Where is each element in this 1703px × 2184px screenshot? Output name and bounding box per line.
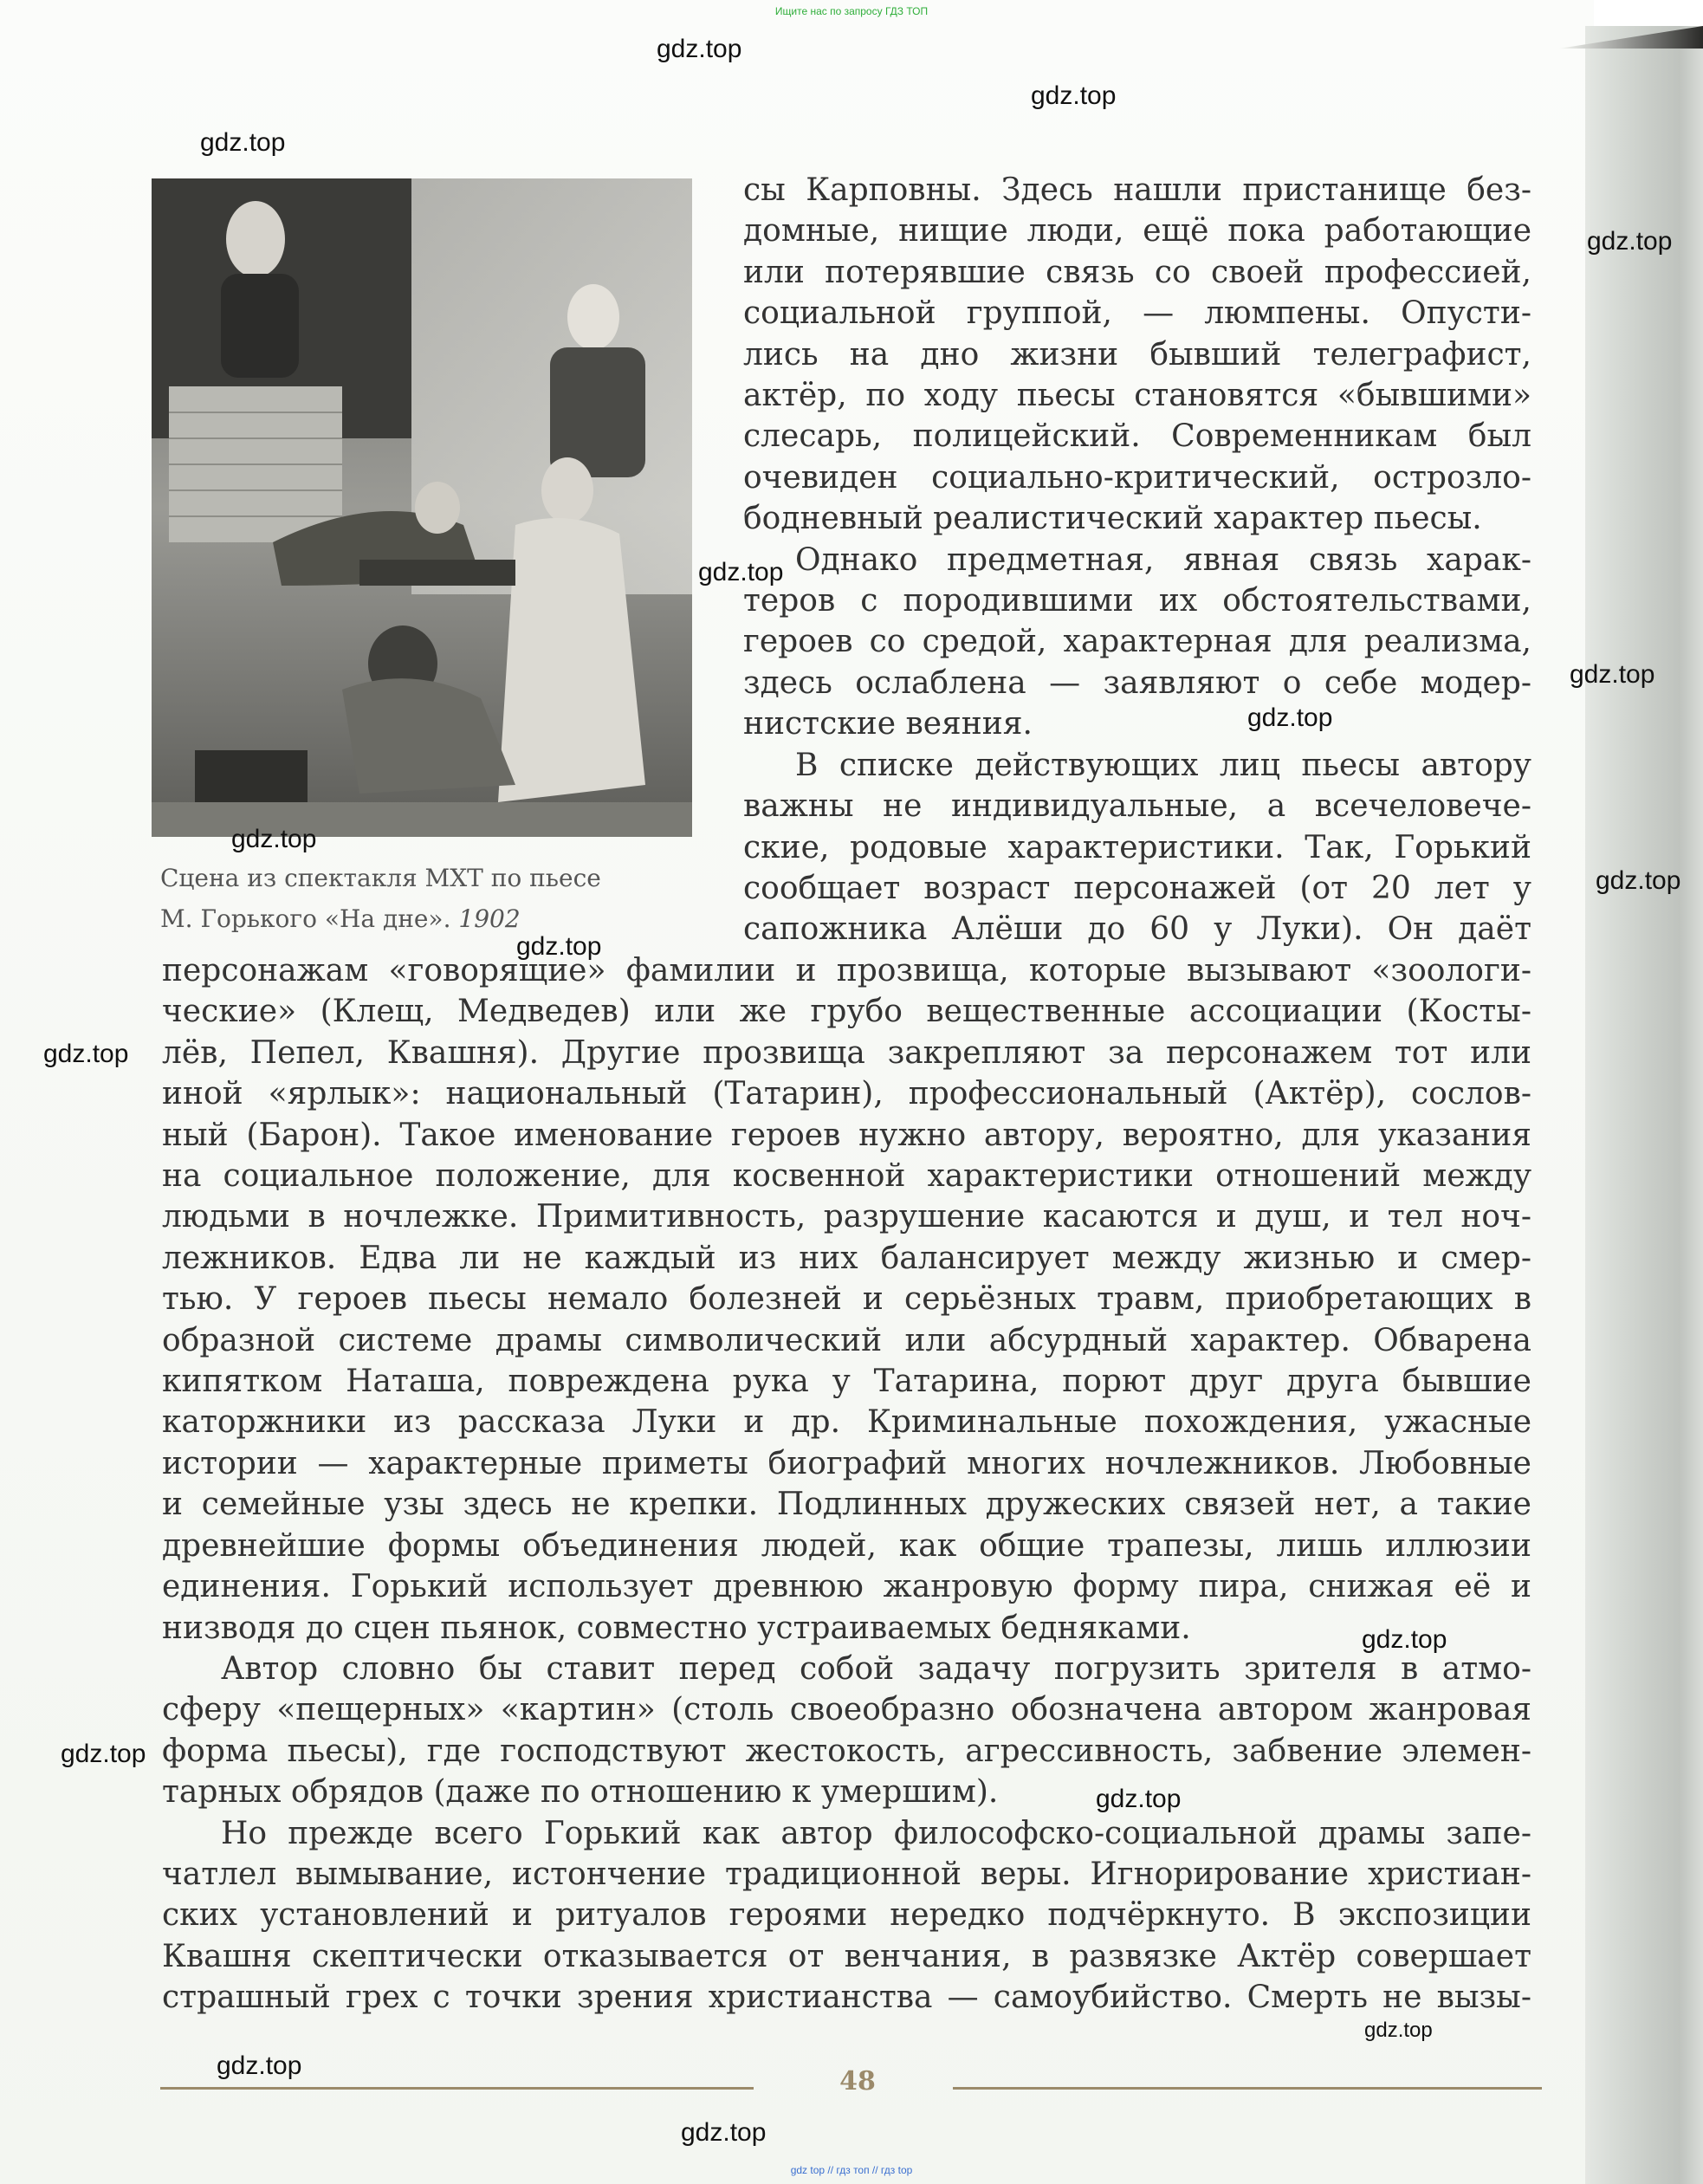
watermark: gdz.top: [43, 1040, 129, 1068]
text-line: ских установлений и ритуалов героями нередко подчёркнуто. В экспозиции: [162, 1897, 1531, 1934]
text-line: иной «ярлык»: национальный (Татарин), профессиональный (Актёр), сослов-: [162, 1076, 1531, 1112]
watermark: gdz.top: [1364, 2019, 1433, 2042]
footer-rule-right: [953, 2087, 1542, 2090]
text-line: В списке действующих лиц пьесы автору: [795, 747, 1531, 783]
watermark: gdz.top: [1596, 866, 1681, 895]
caption-line-1: Сцена из спектакля МХТ по пьесе: [160, 864, 601, 892]
photo-box: [195, 750, 308, 811]
text-line: лись на дно жизни бывший телеграфист,: [743, 336, 1531, 373]
text-line: социальной группой, — люмпены. Опусти-: [743, 295, 1531, 332]
text-line: ские, родовые характеристики. Так, Горький: [743, 829, 1531, 865]
text-line: здесь ослаблена — заявляют о себе модер-: [743, 664, 1531, 701]
body-text-full: [162, 950, 1531, 2019]
text-line: и семейные узы здесь не крепки. Подлинных дружеских связей нет, а такие: [162, 1487, 1531, 1523]
text-line: тью. У героев пьесы немало болезней и серьёзных травм, приобретающих в: [162, 1281, 1531, 1318]
photo-figure-head-4: [415, 482, 460, 534]
watermark: gdz.top: [516, 932, 602, 961]
text-line: сапожника Алёши до 60 у Луки). Он даёт: [743, 911, 1531, 948]
text-line: лежников. Едва ли не каждый из них балансирует между жизнью и смер-: [162, 1240, 1531, 1276]
text-line: или потерявшие связь со своей профессией,: [743, 254, 1531, 290]
caption-year: 1902: [458, 904, 521, 933]
watermark: gdz.top: [657, 35, 742, 63]
text-line: сообщает возраст персонажей (от 20 лет у: [743, 870, 1531, 906]
text-line: людьми в ночлежке. Примитивность, разрушение касаются и душ, и тел ноч-: [162, 1199, 1531, 1235]
watermark: gdz.top: [1587, 227, 1673, 256]
watermark: gdz.top: [231, 825, 317, 853]
text-line: на социальное положение, для косвенной характеристики отношений между: [162, 1158, 1531, 1195]
book-spine-shadow: [1585, 26, 1703, 2184]
figure-caption: [160, 858, 715, 939]
text-line: важны не индивидуальные, а всечеловече-: [743, 788, 1531, 825]
text-line: актёр, по ходу пьесы становятся «бывшими»: [743, 378, 1531, 414]
text-line: слесарь, полицейский. Современникам был: [743, 418, 1531, 455]
watermark: gdz.top: [1031, 81, 1117, 110]
text-line: сы Карповны. Здесь нашли пристанище без-: [743, 172, 1531, 208]
scene-photo: [152, 178, 692, 837]
watermark: gdz.top: [61, 1740, 146, 1768]
watermark: gdz.top: [1247, 703, 1333, 732]
text-line: чатлел вымывание, истончение традиционной веры. Игнорирование христиан-: [162, 1856, 1531, 1892]
text-line: образной системе драмы символический или абсурдный характер. Обварена: [162, 1322, 1531, 1358]
text-line: ный (Барон). Такое именование героев нужно автору, вероятно, для указания: [162, 1117, 1531, 1153]
watermark: gdz.top: [217, 2051, 302, 2080]
text-line: персонажам «говорящие» фамилии и прозвища, которые вызывают «зоологи-: [162, 953, 1531, 988]
text-line: лёв, Пепел, Квашня). Другие прозвища закрепляют за персонажем тот или: [162, 1034, 1531, 1071]
text-line: Квашня скептически отказывается от венчания, в развязке Актёр совершает: [162, 1938, 1531, 1974]
photo-figure-body-1: [221, 274, 299, 378]
footer-rule-left: [160, 2087, 754, 2090]
text-line: истории — характерные приметы биографий многих ночлежников. Любовные: [162, 1445, 1531, 1481]
text-line: Однако предметная, явная связь харак-: [795, 541, 1531, 578]
text-line: бодневный реалистический характер пьесы.: [743, 501, 1482, 537]
text-line: сферу «пещерных» «картин» (столь своеобразно обозначена автором жанровая: [162, 1692, 1531, 1728]
bottom-banner[interactable]: gdz top // гдз топ // гдз top: [790, 2164, 913, 2176]
photo-figure-head-3: [541, 457, 593, 523]
text-line: низводя до сцен пьянок, совместно устраиваемых бедняками.: [162, 1610, 1191, 1646]
text-line: тарных обрядов (даже по отношению к умершим).: [162, 1774, 999, 1811]
photo-figure-head-1: [226, 201, 285, 277]
scene-photo-drawing: [152, 178, 692, 837]
text-line: нистские веяния.: [743, 706, 1033, 742]
watermark: gdz.top: [1096, 1785, 1182, 1813]
body-text-column: [743, 170, 1531, 950]
text-line: страшный грех с точки зрения христианства — самоубийство. Смерть не вызы-: [162, 1980, 1531, 2016]
watermark: gdz.top: [1570, 660, 1655, 689]
caption-line-2: [160, 898, 715, 939]
text-line: домные, нищие люди, ещё пока работающие: [743, 213, 1531, 250]
watermark: gdz.top: [681, 2118, 767, 2147]
text-line: героев со средой, характерная для реализма,: [743, 624, 1531, 660]
text-line: Автор словно бы ставит перед собой задачу погрузить зрителя в атмо-: [221, 1650, 1531, 1687]
caption-line-2-text: М. Горького «На дне».: [160, 904, 451, 933]
text-line: древнейшие формы объединения людей, как общие трапезы, лишь иллюзии: [162, 1527, 1531, 1564]
top-banner[interactable]: Ищите нас по запросу ГДЗ ТОП: [774, 5, 929, 17]
text-line: кипятком Наташа, повреждена рука у Татарина, порют друг друга бывшие: [162, 1364, 1531, 1400]
watermark: gdz.top: [200, 128, 286, 157]
text-line: ческие» (Клещ, Медведев) или же грубо вещественные ассоциации (Косты-: [162, 994, 1531, 1030]
photo-table: [359, 560, 515, 586]
watermark: gdz.top: [1362, 1625, 1447, 1654]
text-line: теров с породившими их обстоятельствами,: [743, 583, 1531, 619]
photo-figure-head-2: [567, 284, 619, 350]
text-line: каторжники из рассказа Луки и др. Криминальные похождения, ужасные: [162, 1404, 1531, 1441]
text-line: Но прежде всего Горький как автор философско-социальной драмы запе-: [221, 1815, 1531, 1851]
text-line: очевиден социально-критический, острозло-: [743, 459, 1531, 496]
page-number: 48: [839, 2066, 876, 2097]
text-line: единения. Горький использует древнюю жанровую форму пира, снижая её и: [162, 1569, 1531, 1605]
text-line: форма пьесы), где господствуют жестокость, агрессивность, забвение элемен-: [162, 1733, 1531, 1769]
watermark: gdz.top: [698, 558, 784, 587]
